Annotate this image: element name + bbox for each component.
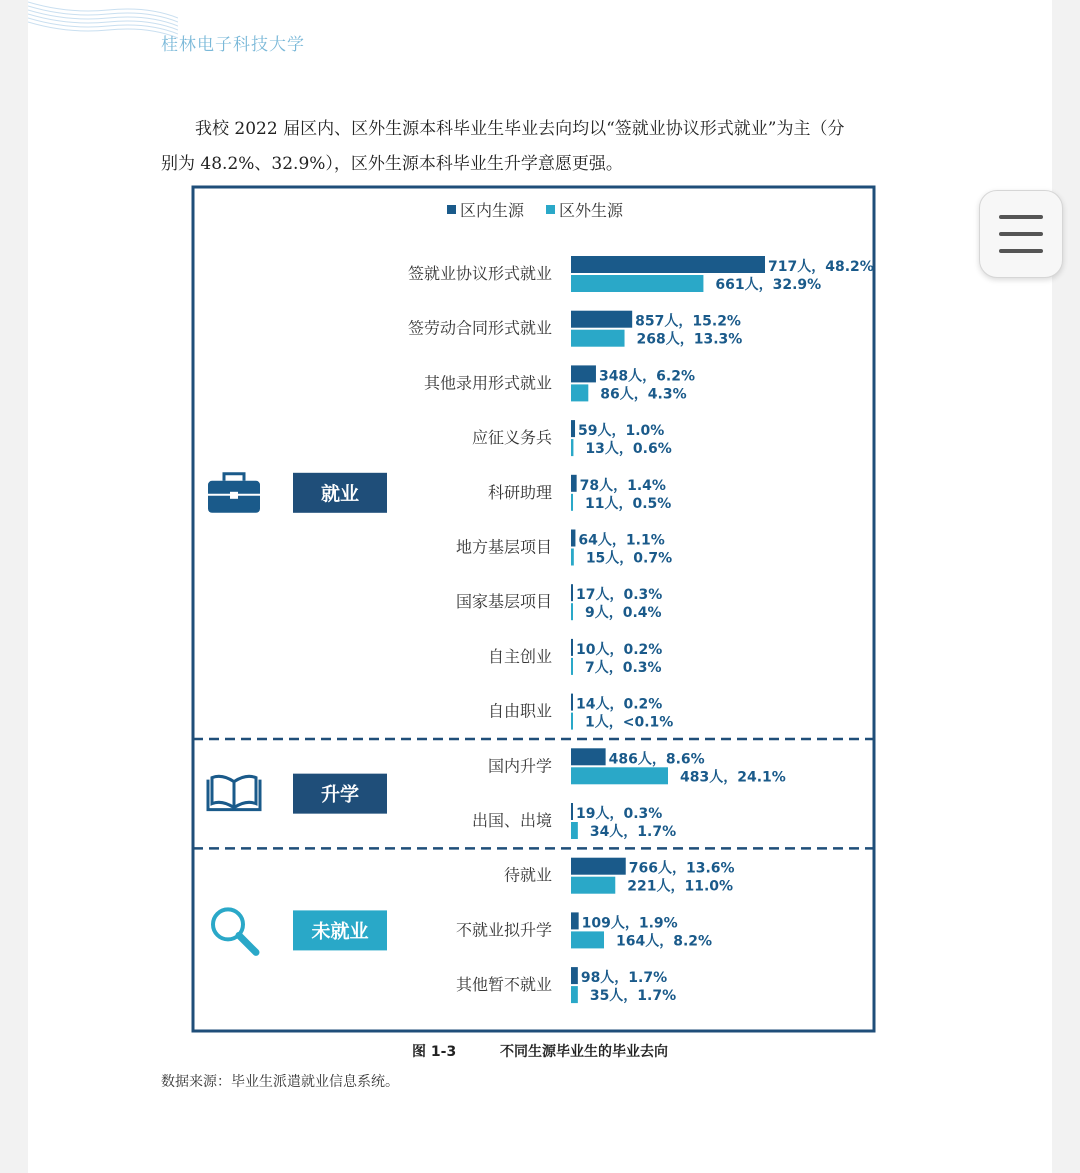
bar-series-2 [571,767,668,784]
bar-series-1 [571,256,765,273]
bar-series-1 [571,420,575,437]
data-label-series-1: 17人，0.3% [576,587,663,604]
data-label-series-1: 717人，48.2% [768,259,874,275]
bar-series-2 [571,603,573,620]
category-label: 应征义务兵 [471,428,552,448]
data-label-series-2: 15人，0.7% [585,550,673,567]
data-label-series-1: 486人，8.6% [608,751,705,768]
bar-series-1 [571,530,575,547]
data-label-series-1: 857人，15.2% [635,313,741,330]
bar-series-2 [571,384,588,401]
data-label-series-1: 59人，1.0% [578,423,665,440]
bar-series-1 [571,475,577,492]
legend-swatch-series-1 [447,205,456,214]
category-label: 其他录用形式就业 [423,373,552,393]
data-label-series-1: 64人，1.1% [578,532,665,549]
data-source-note: 数据来源：毕业生派遣就业信息系统。 [161,1074,399,1090]
category-label: 国家基层项目 [455,592,552,612]
data-label-series-2: 221人，11.0% [627,878,734,895]
data-label-series-1: 14人，0.2% [576,696,663,713]
category-label: 不就业拟升学 [455,920,552,940]
data-label-series-2: 11人，0.5% [585,495,672,512]
group-label-text: 就业 [320,482,360,505]
paragraph-line-2: 别为 48.2%、32.9%），区外生源本科毕业生升学意愿更强。 [161,154,623,174]
bar-series-1 [571,639,573,656]
paragraph-line-1: 我校 2022 届区内、区外生源本科毕业生毕业去向均以“签就业协议形式就业”为主（分 [195,119,845,139]
bar-series-2 [571,494,573,511]
figure-number: 图 1-3 [412,1044,457,1060]
category-label: 科研助理 [487,482,552,502]
category-label: 地方基层项目 [455,537,552,557]
bar-series-2 [571,986,578,1003]
data-label-series-1: 766人，13.6% [628,860,735,877]
bar-series-2 [571,658,573,675]
university-header: 桂林电子科技大学 [161,35,305,55]
bar-series-2 [571,275,703,292]
data-label-series-2: 34人，1.7% [589,824,677,840]
bar-series-1 [571,967,578,984]
magnifier-icon [213,909,256,952]
bar-series-1 [571,912,579,929]
group-label-text: 升学 [320,783,360,806]
data-label-series-2: 268人，13.3% [636,331,743,348]
category-label: 出国、出境 [471,811,552,830]
data-label-series-1: 109人，1.9% [581,915,678,932]
figure-title: 不同生源毕业生的毕业去向 [499,1044,668,1060]
data-label-series-1: 10人，0.2% [576,641,663,658]
bar-series-2 [571,330,625,347]
bar-series-2 [571,713,573,730]
category-label: 自由职业 [487,701,552,721]
category-label: 签劳动合同形式就业 [407,318,552,338]
bar-series-1 [571,803,573,820]
data-label-series-2: 35人，1.7% [589,988,677,1005]
data-label-series-2: 483人，24.1% [680,769,786,786]
bar-series-2 [571,439,573,456]
bar-series-2 [571,549,574,566]
legend-swatch-series-2 [546,205,555,214]
bar-series-2 [571,822,578,839]
bar-series-2 [571,877,615,894]
data-label-series-1: 19人，0.3% [576,806,663,822]
legend-label-series-1: 区内生源 [460,201,525,220]
briefcase-icon [208,474,260,513]
data-label-series-2: 86人，4.3% [600,386,687,403]
data-label-series-1: 348人，6.2% [598,368,696,385]
figure-caption [0,1041,1080,1061]
category-label: 自主创业 [487,646,552,666]
category-label: 国内升学 [487,756,552,776]
bar-series-1 [571,748,606,765]
category-label: 其他暂不就业 [455,975,552,995]
book-icon [208,776,260,809]
bar-series-1 [571,584,573,601]
data-label-series-1: 78人，1.4% [579,477,666,494]
bar-series-1 [571,365,596,382]
data-label-series-2: 1人，<0.1% [585,714,674,731]
bar-series-2 [571,931,604,948]
data-label-series-1: 98人，1.7% [580,970,668,987]
data-label-series-2: 13人，0.6% [585,441,672,458]
data-label-series-2: 164人，8.2% [616,933,713,950]
data-label-series-2: 7人，0.3% [585,659,662,676]
category-label: 签就业协议形式就业 [407,264,552,283]
group-label-text: 未就业 [311,920,369,943]
bar-series-1 [571,694,573,711]
category-label: 待就业 [503,865,552,885]
legend-label-series-2: 区外生源 [559,201,624,220]
data-label-series-2: 9人，0.4% [585,605,662,622]
bar-series-1 [571,858,626,875]
bar-series-1 [571,311,632,328]
data-label-series-2: 661人，32.9% [715,277,822,293]
